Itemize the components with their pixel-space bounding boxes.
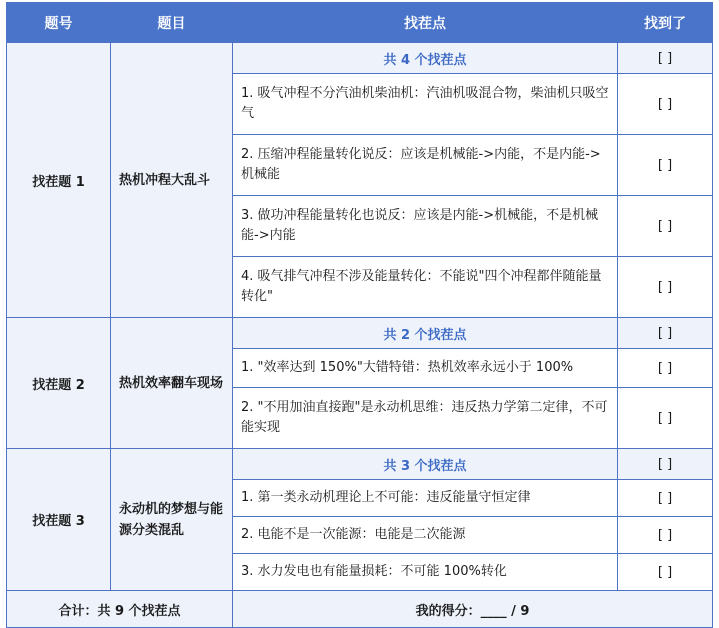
group-3-item-3: 3. 水力发电也有能量损耗：不可能 100%转化 xyxy=(233,554,618,591)
group-3-checkbox[interactable]: [ ] xyxy=(618,449,713,480)
group-1-item-3-checkbox[interactable]: [ ] xyxy=(618,196,713,257)
header-title: 题目 xyxy=(111,3,233,43)
spot-the-error-table xyxy=(6,2,713,628)
group-1-item-4-checkbox[interactable]: [ ] xyxy=(618,257,713,318)
header-found: 找到了 xyxy=(618,3,713,43)
group-3-item-2: 2. 电能不是一次能源：电能是二次能源 xyxy=(233,517,618,554)
group-2-item-2: 2. "不用加油直接跑"是永动机思维：违反热力学第二定律，不可能实现 xyxy=(233,388,618,449)
group-3-item-1-checkbox[interactable]: [ ] xyxy=(618,480,713,517)
header-errors: 找茬点 xyxy=(233,3,618,43)
group-3-count-row xyxy=(7,449,713,480)
spot-the-error-table-container xyxy=(6,2,712,628)
group-1-title: 热机冲程大乱斗 xyxy=(111,43,233,318)
group-3-item-3-checkbox[interactable]: [ ] xyxy=(618,554,713,591)
table-header-row xyxy=(7,3,713,43)
group-3-label: 找茬题 3 xyxy=(7,449,111,591)
group-1-count-row xyxy=(7,43,713,74)
group-2-item-2-checkbox[interactable]: [ ] xyxy=(618,388,713,449)
group-3-item-2-checkbox[interactable]: [ ] xyxy=(618,517,713,554)
header-number: 题号 xyxy=(7,3,111,43)
total-count: 合计：共 9 个找茬点 xyxy=(7,591,233,628)
group-1-checkbox[interactable]: [ ] xyxy=(618,43,713,74)
group-1-item-2-checkbox[interactable]: [ ] xyxy=(618,135,713,196)
table-footer-row xyxy=(7,591,713,628)
group-2-title: 热机效率翻车现场 xyxy=(111,318,233,449)
group-3-count: 共 3 个找茬点 xyxy=(233,449,618,480)
group-1-item-3: 3. 做功冲程能量转化也说反：应该是内能->机械能，不是机械能->内能 xyxy=(233,196,618,257)
group-2-item-1-checkbox[interactable]: [ ] xyxy=(618,349,713,388)
group-1-item-1: 1. 吸气冲程不分汽油机柴油机：汽油机吸混合物，柴油机只吸空气 xyxy=(233,74,618,135)
group-1-label: 找茬题 1 xyxy=(7,43,111,318)
group-3-title: 永动机的梦想与能源分类混乱 xyxy=(111,449,233,591)
group-1-item-2: 2. 压缩冲程能量转化说反：应该是机械能->内能，不是内能->机械能 xyxy=(233,135,618,196)
group-1-item-4: 4. 吸气排气冲程不涉及能量转化：不能说"四个冲程都伴随能量转化" xyxy=(233,257,618,318)
group-2-item-1: 1. "效率达到 150%"大错特错：热机效率永远小于 100% xyxy=(233,349,618,388)
group-2-label: 找茬题 2 xyxy=(7,318,111,449)
group-1-item-1-checkbox[interactable]: [ ] xyxy=(618,74,713,135)
group-1-count: 共 4 个找茬点 xyxy=(233,43,618,74)
group-3-item-1: 1. 第一类永动机理论上不可能：违反能量守恒定律 xyxy=(233,480,618,517)
my-score: 我的得分：____ / 9 xyxy=(233,591,713,628)
group-2-checkbox[interactable]: [ ] xyxy=(618,318,713,349)
group-2-count: 共 2 个找茬点 xyxy=(233,318,618,349)
group-2-count-row xyxy=(7,318,713,349)
